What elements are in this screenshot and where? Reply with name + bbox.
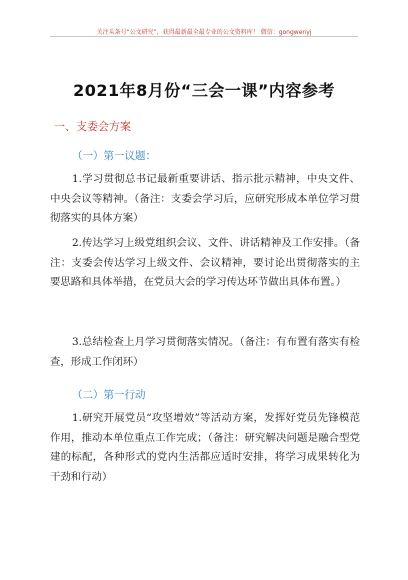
- subsection-heading-2: （二）第一行动: [72, 389, 146, 401]
- paragraph-4: 1.研究开展党员“攻坚增效”等活动方案，发挥好党员先锋模范作用，推动本单位重点工作完成；（备注：研究解决问题是融合型党建的标配，各种形式的党内生活都应适时安排，将学习成果转化为干劲和行动）: [50, 412, 360, 483]
- paragraph-2: 2.传达学习上级党组织会议、文件、讲话精神及工作安排。（备注：支委会传达学习上级文件、会议精神，要讨论出贯彻落实的主要思路和具体举措，在党员大会的学习传达环节做出具体布置。）: [50, 237, 360, 288]
- header-promo-note: 关注头条号“公文研究”，获得最新最全最专业的公文资料库！ 微信：gongwenyj: [96, 29, 312, 36]
- document-title: 2021年8月份“三会一课”内容参考: [73, 81, 335, 100]
- header-divider: [50, 36, 358, 37]
- paragraph-1: 1.学习贯彻总书记最新重要讲话、指示批示精神，中央文件、中央会议等精神。（备注：支委会学习后，应研究形成本单位学习贯彻落实的具体方案）: [50, 173, 360, 224]
- subsection-heading-1: （一）第一议题：: [72, 150, 156, 162]
- paragraph-3: 3.总结检查上月学习贯彻落实情况。（备注：有布置有落实有检查，形成工作闭环）: [50, 336, 360, 368]
- section-heading: 一、支委会方案: [54, 120, 131, 133]
